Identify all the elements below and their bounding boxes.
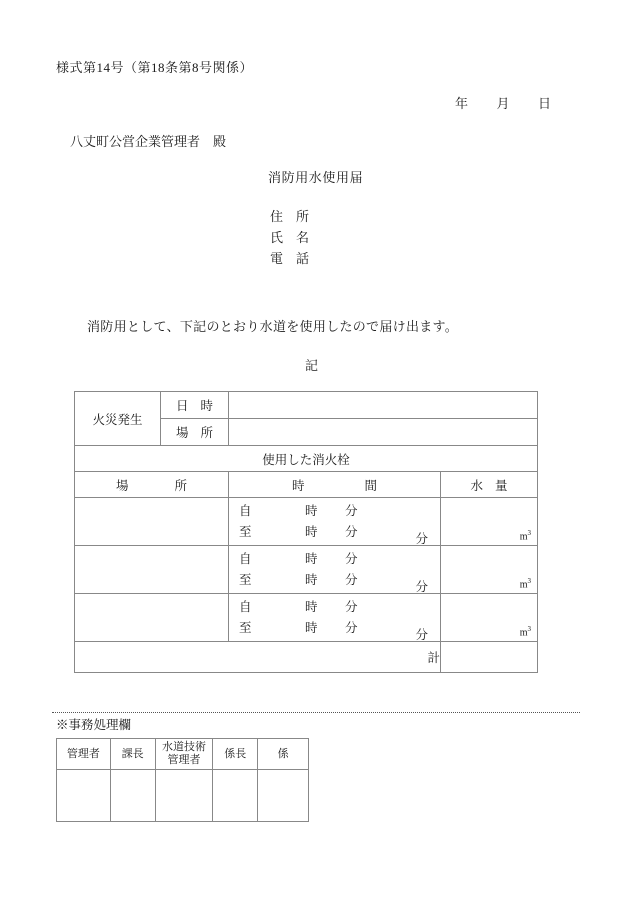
to-hour-unit: 時	[305, 621, 318, 635]
ki-mark: 記	[305, 358, 319, 373]
table-row	[75, 546, 538, 594]
volume-unit-m: m	[519, 627, 528, 638]
volume-unit-exp: 3	[527, 624, 531, 633]
hydrant-section-header: 使用した消火栓	[75, 446, 538, 472]
admin-header-row	[57, 739, 309, 770]
volume-unit-exp: 3	[527, 576, 531, 585]
admin-approval-table	[56, 738, 309, 822]
applicant-phone-row	[270, 248, 309, 269]
entry-place-input[interactable]	[75, 498, 229, 546]
entry-time-to-line	[239, 522, 434, 542]
to-label: 至	[239, 621, 252, 635]
entry-time-from-line	[239, 597, 434, 617]
from-min-unit: 分	[345, 600, 358, 614]
total-volume-input[interactable]	[441, 642, 538, 673]
fire-place-label	[161, 419, 229, 446]
table-row-total	[75, 642, 538, 673]
water-tech-line1: 水道技術	[161, 741, 206, 753]
col-time-char2: 間	[364, 478, 378, 493]
entry-volume-cell[interactable]	[441, 498, 538, 546]
duration-unit: 分	[415, 532, 428, 546]
column-header-time	[229, 472, 441, 498]
datetime-char2: 時	[200, 399, 214, 413]
col-place-char2: 所	[174, 478, 188, 493]
applicant-address-row	[270, 206, 309, 227]
to-label: 至	[239, 573, 252, 587]
col-time-char1: 時	[291, 478, 305, 493]
admin-section-title: ※事務処理欄	[56, 718, 132, 732]
entry-time-to-line	[239, 618, 434, 638]
place-char1: 場	[175, 426, 189, 440]
fire-datetime-label	[161, 392, 229, 419]
usage-table	[74, 391, 538, 673]
to-min-unit: 分	[345, 525, 358, 539]
admin-col-header-subsection-chief: 係長	[213, 739, 258, 770]
table-row-hydrant-header	[75, 446, 538, 472]
col-volume-char2: 量	[495, 478, 508, 493]
admin-stamp-water-tech-manager[interactable]	[155, 770, 213, 822]
address-label-char2: 所	[296, 209, 310, 224]
admin-stamp-staff[interactable]	[258, 770, 309, 822]
to-hour-unit: 時	[305, 525, 318, 539]
volume-unit	[520, 625, 531, 638]
duration-unit: 分	[415, 628, 428, 642]
address-label-char1: 住	[270, 209, 284, 224]
admin-col-header-staff: 係	[258, 739, 309, 770]
from-label: 自	[239, 600, 252, 614]
entry-volume-cell[interactable]	[441, 594, 538, 642]
column-header-volume	[441, 472, 538, 498]
date-day-label: 日	[538, 96, 552, 111]
to-min-unit: 分	[345, 621, 358, 635]
entry-time-cell[interactable]	[229, 498, 441, 546]
addressee: 八丈町公営企業管理者 殿	[70, 134, 227, 149]
entry-time-cell[interactable]	[229, 546, 441, 594]
entry-volume-cell[interactable]	[441, 546, 538, 594]
applicant-name-row	[270, 227, 309, 248]
datetime-char1: 日	[175, 399, 189, 413]
entry-place-input[interactable]	[75, 594, 229, 642]
from-min-unit: 分	[345, 552, 358, 566]
entry-time-from-line	[239, 549, 434, 569]
admin-stamp-row	[57, 770, 309, 822]
fire-occurrence-label: 火災発生	[75, 392, 161, 446]
column-header-place	[75, 472, 229, 498]
volume-unit	[520, 577, 531, 590]
phone-label-char2: 話	[296, 251, 310, 266]
water-tech-line2: 管理者	[167, 754, 201, 766]
col-volume-char1: 水	[470, 478, 483, 493]
duration-unit: 分	[415, 580, 428, 594]
admin-col-header-water-tech-manager	[155, 739, 213, 770]
dotted-divider	[52, 712, 580, 713]
fire-place-input[interactable]	[229, 419, 538, 446]
page-title: 消防用水使用届	[268, 170, 364, 185]
place-char2: 所	[200, 426, 214, 440]
entry-time-from-line	[239, 501, 434, 521]
volume-unit-exp: 3	[527, 528, 531, 537]
admin-col-header-section-chief: 課長	[110, 739, 155, 770]
entry-time-cell[interactable]	[229, 594, 441, 642]
fire-datetime-input[interactable]	[229, 392, 538, 419]
to-min-unit: 分	[345, 573, 358, 587]
entry-place-input[interactable]	[75, 546, 229, 594]
name-label-char2: 名	[296, 230, 310, 245]
col-place-char1: 場	[115, 478, 129, 493]
table-row	[75, 498, 538, 546]
date-month-label: 月	[496, 96, 510, 111]
total-label: 計	[75, 642, 441, 673]
volume-unit-m: m	[519, 579, 528, 590]
table-row-fire-datetime	[75, 392, 538, 419]
applicant-fields	[270, 206, 309, 269]
statement-text: 消防用として、下記のとおり水道を使用したので届け出ます。	[87, 319, 459, 334]
form-number: 様式第14号（第18条第8号関係）	[56, 60, 254, 75]
table-row	[75, 594, 538, 642]
volume-unit	[520, 529, 531, 542]
from-hour-unit: 時	[305, 600, 318, 614]
table-row-column-headers	[75, 472, 538, 498]
admin-col-header-manager: 管理者	[57, 739, 111, 770]
name-label-char1: 氏	[270, 230, 284, 245]
admin-stamp-subsection-chief[interactable]	[213, 770, 258, 822]
to-label: 至	[239, 525, 252, 539]
to-hour-unit: 時	[305, 573, 318, 587]
from-label: 自	[239, 552, 252, 566]
volume-unit-m: m	[519, 531, 528, 542]
from-label: 自	[239, 504, 252, 518]
date-line	[455, 93, 551, 112]
admin-stamp-manager[interactable]	[57, 770, 111, 822]
admin-stamp-section-chief[interactable]	[110, 770, 155, 822]
date-year-label: 年	[455, 96, 469, 111]
phone-label-char1: 電	[270, 251, 284, 266]
from-hour-unit: 時	[305, 552, 318, 566]
from-hour-unit: 時	[305, 504, 318, 518]
entry-time-to-line	[239, 570, 434, 590]
from-min-unit: 分	[345, 504, 358, 518]
